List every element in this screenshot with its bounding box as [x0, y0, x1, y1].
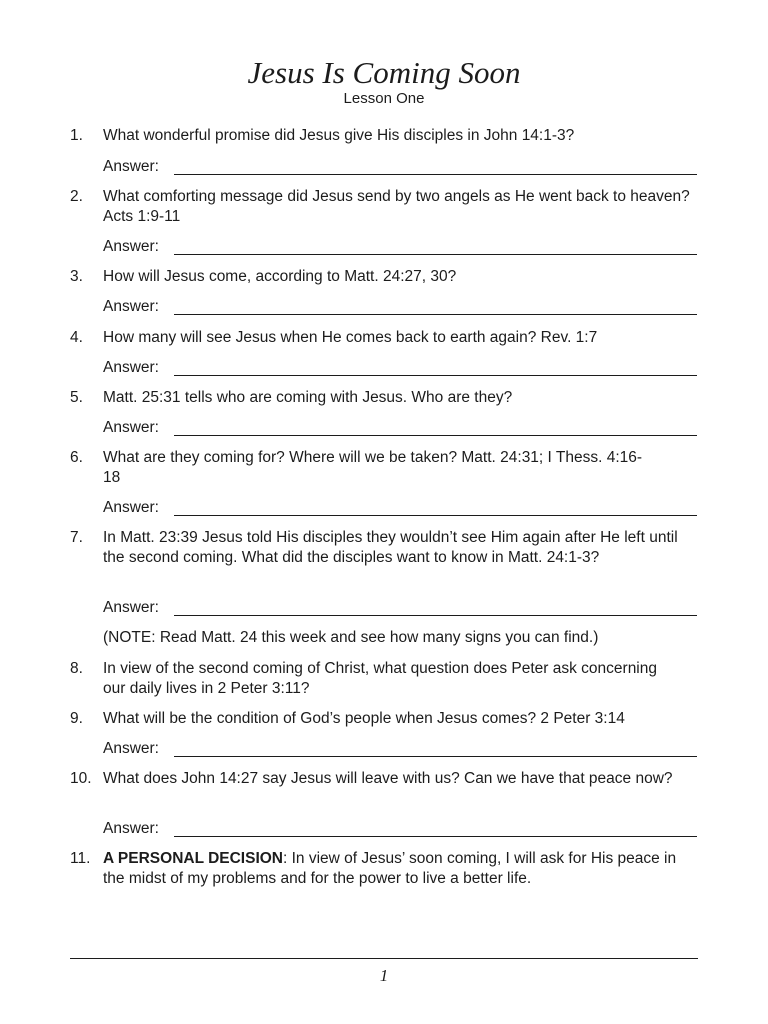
question-text: In view of the second coming of Christ, what question does Peter ask concerning our daily lives in 2 Peter 3:11?: [103, 660, 657, 697]
answer-blank-6[interactable]: [174, 515, 697, 516]
answer-blank-1[interactable]: [174, 174, 697, 175]
answer-row-1: [103, 157, 697, 177]
answer-row-9: [103, 739, 697, 759]
question-number: 4.: [70, 329, 83, 346]
question-number: 9.: [70, 710, 83, 727]
answer-row-10: [103, 819, 697, 839]
question-text: What are they coming for? Where will we be taken? Matt. 24:31; I Thess. 4:16-18: [103, 449, 643, 486]
question-text: What comforting message did Jesus send by two angels as He went back to heaven? Acts 1:9-11: [103, 188, 690, 225]
question-1: [70, 126, 710, 146]
answer-label: Answer:: [103, 238, 159, 255]
question-7: [70, 528, 710, 568]
question-6: [70, 448, 710, 488]
note-text: (NOTE: Read Matt. 24 this week and see how many signs you can find.): [103, 629, 599, 646]
question-number: 11.: [70, 850, 91, 867]
answer-label: Answer:: [103, 158, 159, 175]
question-text: What wonderful promise did Jesus give His disciples in John 14:1-3?: [103, 127, 575, 144]
question-text: What will be the condition of God’s people when Jesus comes? 2 Peter 3:14: [103, 710, 625, 727]
answer-blank-10[interactable]: [174, 836, 697, 837]
question-text: What does John 14:27 say Jesus will leave with us? Can we have that peace now?: [103, 770, 673, 787]
answer-row-5: [103, 418, 697, 438]
question-9: [70, 709, 710, 729]
question-text: In Matt. 23:39 Jesus told His disciples they wouldn’t see Him again after He left until the second coming. What did the disciples want to know in Matt. 24:1-3?: [103, 529, 678, 566]
question-number: 1.: [70, 127, 83, 144]
question-number: 10.: [70, 770, 92, 787]
question-3: [70, 267, 710, 287]
page-number: 1: [379, 966, 389, 985]
question-text: Matt. 25:31 tells who are coming with Jesus. Who are they?: [103, 389, 513, 406]
answer-label: Answer:: [103, 298, 159, 315]
page-title: Jesus Is Coming Soon: [247, 55, 521, 90]
question-2: [70, 187, 710, 227]
question-8: [70, 659, 710, 699]
answer-row-4: [103, 358, 697, 378]
answer-blank-4[interactable]: [174, 375, 697, 376]
answer-blank-7[interactable]: [174, 615, 697, 616]
question-number: 7.: [70, 529, 83, 546]
answer-blank-2[interactable]: [174, 254, 697, 255]
answer-label: Answer:: [103, 820, 159, 837]
answer-label: Answer:: [103, 499, 159, 516]
answer-blank-5[interactable]: [174, 435, 697, 436]
answer-blank-3[interactable]: [174, 314, 697, 315]
question-text: How will Jesus come, according to Matt. 24:27, 30?: [103, 268, 457, 285]
footer-divider: [70, 958, 698, 959]
personal-decision-text: : In view of Jesus’ soon coming, I will ask for His peace in the midst of my problems and for the power to live a better life.: [103, 850, 677, 887]
question-text: How many will see Jesus when He comes back to earth again? Rev. 1:7: [103, 329, 598, 346]
answer-row-7: [103, 598, 697, 618]
question-number: 6.: [70, 449, 83, 466]
question-number: 3.: [70, 268, 83, 285]
question-4: [70, 328, 710, 348]
question-number: 8.: [70, 660, 83, 677]
answer-label: Answer:: [103, 740, 159, 757]
answer-row-2: [103, 237, 697, 257]
answer-label: Answer:: [103, 599, 159, 616]
answer-row-3: [103, 297, 697, 317]
answer-label: Answer:: [103, 359, 159, 376]
question-number: 2.: [70, 188, 83, 205]
page-subtitle: Lesson One: [343, 90, 425, 107]
answer-row-6: [103, 498, 697, 518]
answer-blank-9[interactable]: [174, 756, 697, 757]
question-10: [70, 769, 710, 789]
question-11: [70, 849, 710, 889]
personal-decision-heading: A PERSONAL DECISION: [103, 850, 283, 867]
question-5: [70, 388, 710, 408]
answer-label: Answer:: [103, 419, 159, 436]
question-text: [103, 849, 693, 889]
question-number: 5.: [70, 389, 83, 406]
